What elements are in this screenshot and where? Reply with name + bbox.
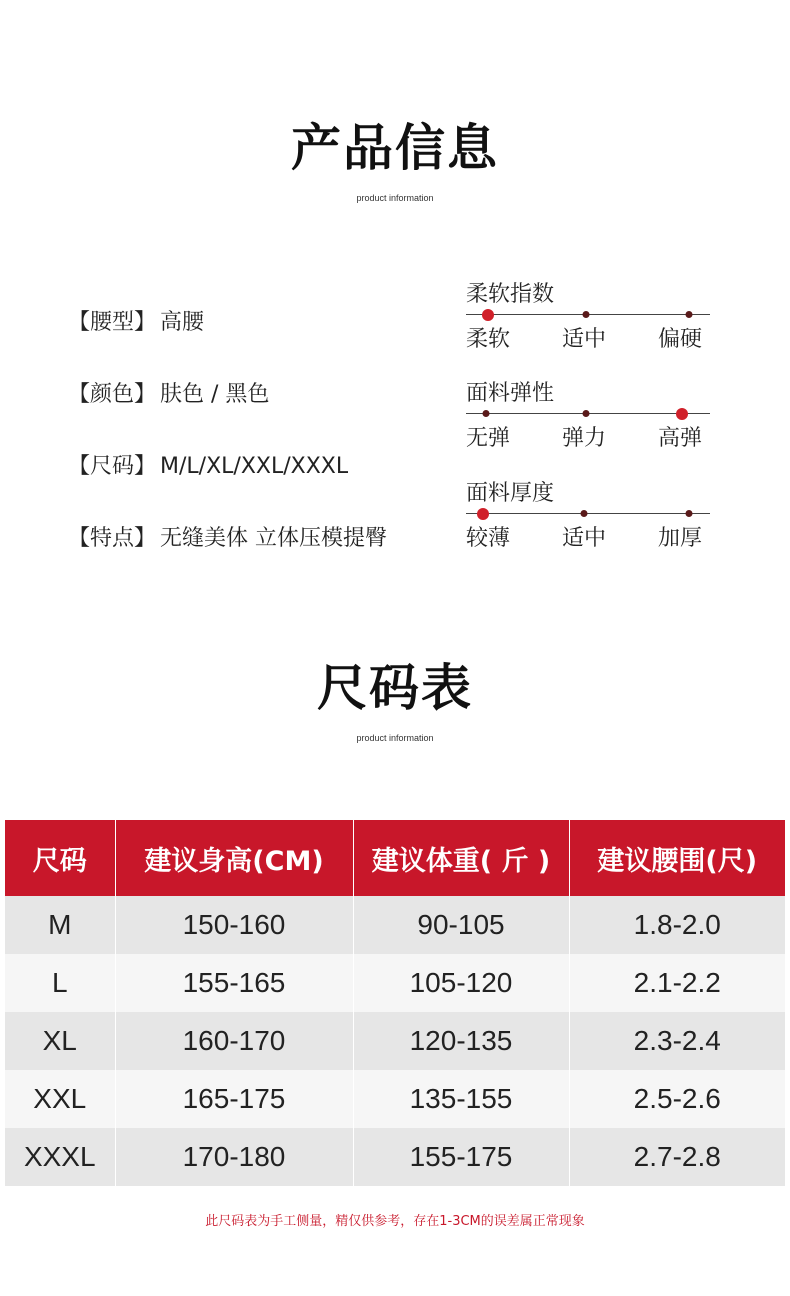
scale-dot [686,311,693,318]
attribute-value: M/L/XL/XXL/XXXL [160,454,349,479]
scale-labels [466,419,710,449]
table-cell: 120-135 [353,1012,569,1070]
elasticity-scale [466,379,710,449]
table-row [5,896,785,954]
scale-line [466,513,710,514]
scale-title: 面料厚度 [466,481,555,506]
scale-labels [466,519,710,549]
scale-label: 弹力 [562,426,607,451]
product-info-title: 产品信息 [291,119,499,177]
table-cell: 155-165 [115,954,353,1012]
softness-scale [466,280,710,350]
table-cell: 2.5-2.6 [569,1070,785,1128]
attribute-label: 【腰型】 [68,310,157,335]
table-row [5,1012,785,1070]
scale-label: 适中 [562,526,607,551]
table-cell: 150-160 [115,896,353,954]
scale-dot [583,410,590,417]
scale-track [466,310,710,320]
size-table [5,820,785,1186]
product-info-subtitle: product information [356,193,434,203]
scale-label: 加厚 [658,526,703,551]
scale-track [466,409,710,419]
table-cell: 165-175 [115,1070,353,1128]
scale-dot [483,410,490,417]
table-cell: 90-105 [353,896,569,954]
attribute-size [68,449,348,480]
scale-dot [686,510,693,517]
scale-dot [581,510,588,517]
attribute-feature [68,521,387,552]
header-weight: 建议体重( 斤 ) [353,820,569,896]
table-cell: 160-170 [115,1012,353,1070]
table-cell: XXXL [5,1128,115,1186]
header-size: 尺码 [5,820,115,896]
attribute-label: 【特点】 [68,526,157,551]
scale-label: 柔软 [466,327,511,352]
scale-label: 适中 [562,327,607,352]
table-cell: 105-120 [353,954,569,1012]
attribute-waist [68,305,204,336]
header-height: 建议身高(CM) [115,820,353,896]
attribute-value: 肤色 / 黑色 [160,382,270,407]
size-chart-title: 尺码表 [317,659,473,717]
scale-labels [466,320,710,350]
attribute-value: 无缝美体 立体压模提臀 [160,526,388,551]
table-row [5,1128,785,1186]
table-cell: 2.1-2.2 [569,954,785,1012]
size-disclaimer: 此尺码表为手工侧量，精仅供参考，存在1-3CM的误差属正常现象 [205,1214,585,1229]
attribute-color [68,377,269,408]
scale-label: 较薄 [466,526,511,551]
table-cell: 1.8-2.0 [569,896,785,954]
table-cell: 2.3-2.4 [569,1012,785,1070]
scale-title: 面料弹性 [466,381,555,406]
header-waist: 建议腰围(尺) [569,820,785,896]
table-cell: 155-175 [353,1128,569,1186]
table-cell: XXL [5,1070,115,1128]
attribute-value: 高腰 [160,310,205,335]
table-cell: M [5,896,115,954]
scale-label: 高弹 [658,426,703,451]
table-cell: 2.7-2.8 [569,1128,785,1186]
attribute-label: 【颜色】 [68,382,157,407]
attribute-label: 【尺码】 [68,454,157,479]
scale-label: 偏硬 [658,327,703,352]
table-cell: L [5,954,115,1012]
scale-label: 无弹 [466,426,511,451]
table-row [5,954,785,1012]
table-header-row [5,820,785,896]
thickness-scale [466,479,710,549]
scale-dot [583,311,590,318]
table-cell: 170-180 [115,1128,353,1186]
scale-track [466,509,710,519]
size-chart-subtitle: product information [356,733,434,743]
table-cell: XL [5,1012,115,1070]
scale-title: 柔软指数 [466,282,555,307]
table-row [5,1070,785,1128]
table-cell: 135-155 [353,1070,569,1128]
